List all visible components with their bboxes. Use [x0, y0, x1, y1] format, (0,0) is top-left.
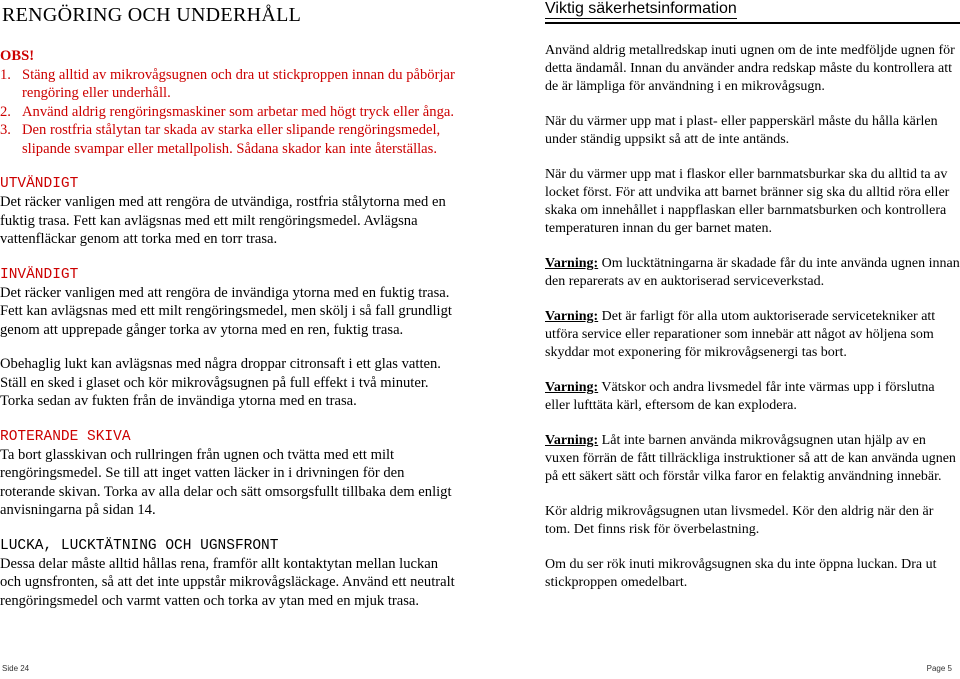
safety-paragraph: Om du ser rök inuti mikrovågsugnen ska du inte öppna luckan. Dra ut stickproppen omedelbart. [545, 557, 937, 590]
door-text: Dessa delar måste alltid hållas rena, framför allt kontaktytan mellan luckan och ugnsfronten, så att det inte uppstår mikrovågsläckage. Använd ett neutralt rengöringsmedel och varmt vatten och torka av ytan med en mjuk trasa. [0, 555, 455, 609]
left-page [0, 0, 458, 610]
safety-paragraph: När du värmer upp mat i plast- eller papperskärl måste du hålla kärlen under ständig uppsikt så att de inte antänds. [545, 114, 938, 147]
right-page-title: Viktig säkerhetsinformation [545, 0, 737, 17]
obs-item: 1. Stäng alltid av mikrovågsugnen och dra ut stickproppen innan du påbörjar rengöring eller underhåll. [0, 66, 455, 101]
warning-label: Varning: [545, 309, 599, 324]
inside-heading: INVÄNDIGT [0, 266, 79, 283]
obs-item: 2. Använd aldrig rengöringsmaskiner som arbetar med högt tryck eller ånga. [0, 103, 454, 120]
right-title-bar [545, 0, 960, 24]
right-page [545, 0, 960, 592]
warning-paragraph: Varning: Det är farligt för alla utom auktoriserade servicetekniker att utföra service eller reparationer som innebär att något av höljena som skyddar mot exponering för mikrovågsenergi tas bort. [545, 309, 936, 360]
outside-heading: UTVÄNDIGT [0, 176, 79, 192]
warning-label: Varning: [545, 433, 599, 448]
safety-paragraph: Kör aldrig mikrovågsugnen utan livsmedel. Kör den aldrig när den är tom. Det finns risk för överbelastning. [545, 504, 934, 537]
odor-text: Obehaglig lukt kan avlägsnas med några droppar citronsaft i ett glas vatten. Ställ en sked i glaset och kör mikrovågsugnen på full effekt i två minuter. Torka sedan av fukten från de invändiga ytorna med en trasa. [0, 356, 441, 409]
outside-text: Det räcker vanligen med att rengöra de utvändiga, rostfria stålytorna med en fuktig trasa. Fett kan avlägsnas med ett milt rengöringsmedel. Avlägsna vattenfläckar genom att torka med en torr trasa. [0, 194, 446, 247]
page-title: RENGÖRING OCH UNDERHÅLL [2, 4, 302, 26]
safety-paragraph: När du värmer upp mat i flaskor eller barnmatsburkar ska du alltid ta av locket först. För att undvika att barnet bränner sig ska du alltid röra eller skaka om innehållet i nappflaskan eller barnmatsburken och kontrollera temperaturen innan du ger barnet maten. [545, 167, 950, 236]
warning-label: Varning: [545, 380, 599, 395]
door-heading: LUCKA, LUCKTÄTNING OCH UGNSFRONT [0, 537, 279, 554]
turntable-heading: ROTERANDE SKIVA [0, 428, 131, 445]
warning-label: Varning: [545, 256, 599, 271]
turntable-text: Ta bort glasskivan och rullringen från ugnen och tvätta med ett milt rengöringsmedel. Se till att inget vatten läcker in i drivningen för den roterande skivan. Torka av alla delar och sätt omsorgsfullt tillbaka dem enligt anvisningarna på sidan 14. [0, 446, 452, 518]
obs-item: 3. Den rostfria stålytan tar skada av starka eller slipande rengöringsmedel, slipande svampar eller metallpolish. Sådana skador kan inte återställas. [0, 122, 441, 157]
warning-paragraph: Varning: Vätskor och andra livsmedel får inte värmas upp i förslutna eller lufttäta kärl, eftersom de kan explodera. [545, 380, 935, 413]
page-number-right: Page 5 [926, 664, 952, 673]
warning-paragraph: Varning: Låt inte barnen använda mikrovågsugnen utan hjälp av en vuxen förrän de fått tillräckliga instruktioner så att de kan använda ugnen på ett säkert sätt och förstår vilka faror en felaktig användning innebär. [545, 433, 956, 484]
warning-paragraph: Varning: Om lucktätningarna är skadade får du inte använda ugnen innan den reparerats av en auktoriserad serviceverkstad. [545, 256, 960, 289]
obs-label: OBS! [0, 48, 35, 64]
page-number-left: Side 24 [2, 664, 30, 673]
safety-paragraph: Använd aldrig metallredskap inuti ugnen om de inte medföljde ugnen för detta ändamål. Innan du använder andra redskap måste du kontrollera att de är lämpliga för användning i en mikrovågsugn. [545, 43, 955, 94]
obs-list [0, 66, 458, 159]
inside-text: Det räcker vanligen med att rengöra de invändiga ytorna med en fuktig trasa. Fett kan avlägsnas med ett milt rengöringsmedel, men skölj i så fall grundligt genom att upprepade gånger torka av ytorna med en ren, fuktig trasa. [0, 284, 452, 338]
